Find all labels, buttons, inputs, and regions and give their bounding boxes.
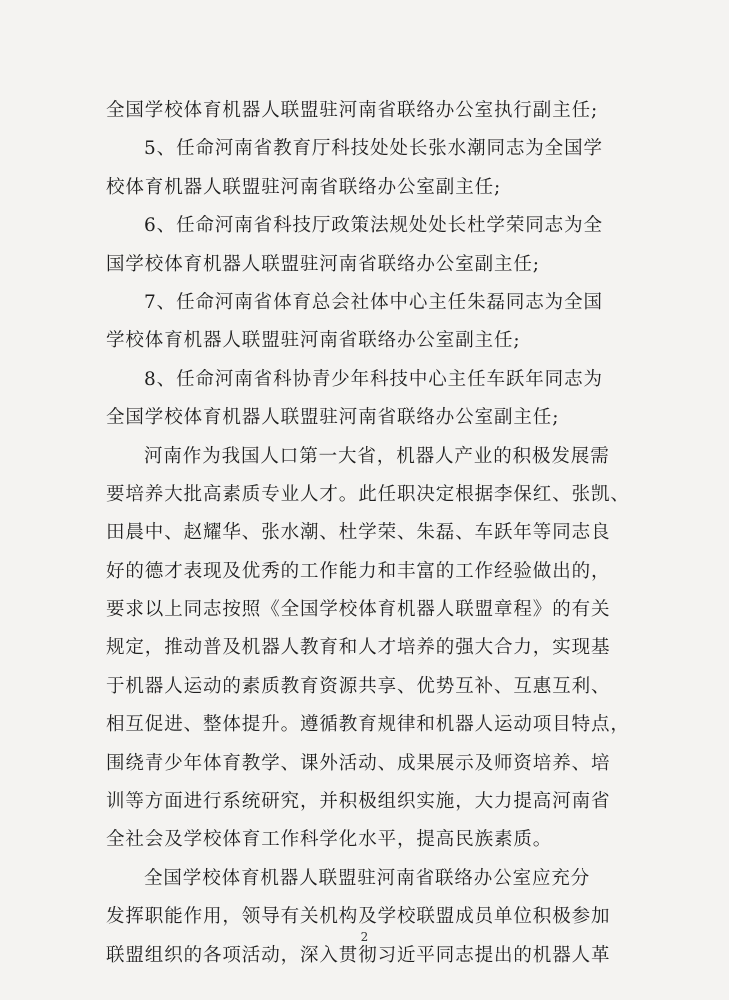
text-line: 河南作为我国人口第一大省，机器人产业的积极发展需 — [144, 445, 610, 467]
text-line: 全社会及学校体育工作科学化水平，提高民族素质。 — [106, 829, 553, 851]
text-line: 全国学校体育机器人联盟驻河南省联络办公室执行副主任; — [106, 100, 599, 121]
text-line: 5、任命河南省教育厅科技处处长张水潮同志为全国学 — [144, 138, 603, 160]
document-body — [106, 92, 630, 975]
text-line: 联盟组织的各项活动，深入贯彻习近平同志提出的机器人革 — [106, 944, 611, 966]
text-line: 8、任命河南省科协青少年科技中心主任车跃年同志为 — [144, 368, 603, 390]
text-line: 要培养大批高素质专业人才。此任职决定根据李保红、张凯、 — [106, 483, 630, 505]
text-line: 全国学校体育机器人联盟驻河南省联络办公室副主任; — [106, 407, 560, 429]
text-line: 于机器人运动的素质教育资源共享、优势互补、互惠互利、 — [106, 675, 611, 697]
text-line: 校体育机器人联盟驻河南省联络办公室副主任; — [106, 176, 502, 198]
text-line: 围绕青少年体育教学、课外活动、成果展示及师资培养、培 — [106, 752, 611, 774]
text-line: 训等方面进行系统研究，并积极组织实施，大力提高河南省 — [106, 791, 611, 813]
text-line: 好的德才表现及优秀的工作能力和丰富的工作经验做出的， — [106, 560, 611, 582]
text-line: 规定，推动普及机器人教育和人才培养的强大合力，实现基 — [106, 637, 611, 659]
text-line: 学校体育机器人联盟驻河南省联络办公室副主任; — [106, 330, 521, 352]
text-line: 国学校体育机器人联盟驻河南省联络办公室副主任; — [106, 253, 540, 275]
text-line: 田晨中、赵耀华、张水潮、杜学荣、朱磊、车跃年等同志良 — [106, 522, 611, 544]
text-line: 全国学校体育机器人联盟驻河南省联络办公室应充分 — [144, 867, 591, 889]
text-line: 6、任命河南省科技厅政策法规处处长杜学荣同志为全 — [144, 215, 603, 237]
text-line: 7、任命河南省体育总会社体中心主任朱磊同志为全国 — [144, 291, 603, 313]
text-line: 相互促进、整体提升。遵循教育规律和机器人运动项目特点， — [106, 714, 630, 736]
text-line: 要求以上同志按照《全国学校体育机器人联盟章程》的有关 — [106, 599, 611, 621]
page-number: 2 — [360, 930, 369, 944]
text-line: 发挥职能作用，领导有关机构及学校联盟成员单位积极参加 — [106, 906, 611, 928]
